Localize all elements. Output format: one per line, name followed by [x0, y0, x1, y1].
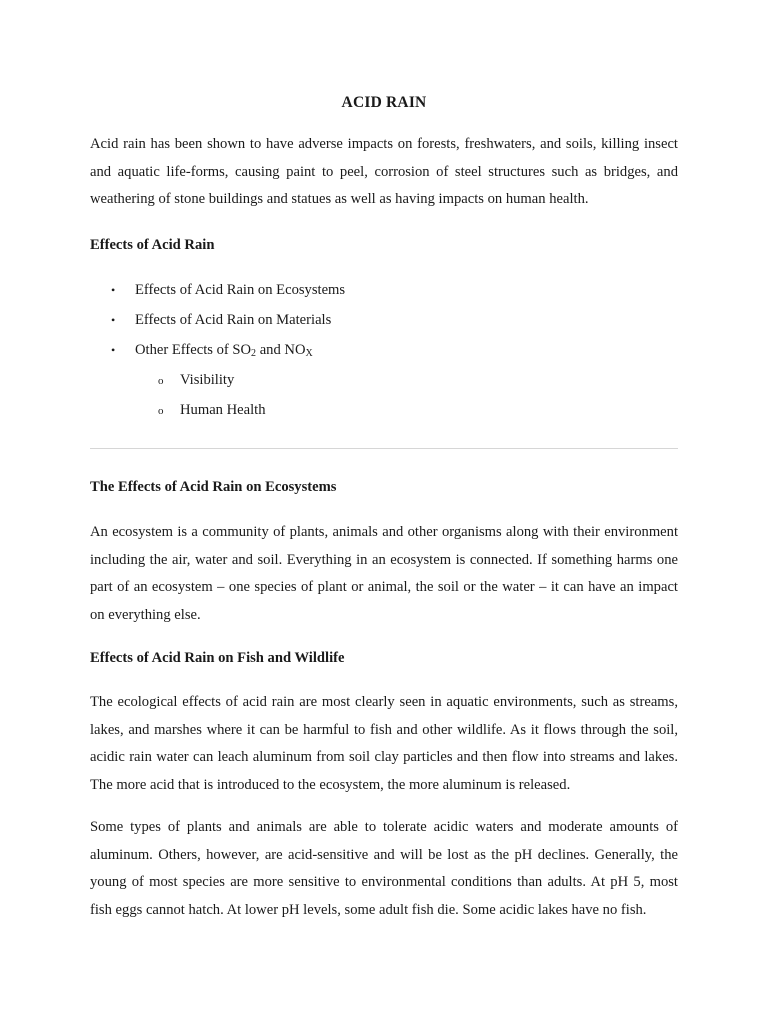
so-prefix: Other Effects of SO: [135, 342, 252, 358]
sub-list-item-label: Human Health: [180, 402, 266, 418]
fish-paragraph-1: The ecological effects of acid rain are most clearly seen in aquatic environments, such as streams, lakes, and marshes where it can be harmful to fish and other wildlife. As it flows through the soil, acidic rain water can leach aluminum from soil clay particles and then flow into streams and lakes. The more acid that is introduced to the ecosystem, the more aluminum is released.: [90, 694, 678, 793]
fish-heading: Effects of Acid Rain on Fish and Wildlife: [90, 650, 345, 666]
page-title: ACID RAIN: [341, 94, 427, 111]
intro-paragraph: Acid rain has been shown to have adverse impacts on forests, freshwaters, and soils, killing insect and aquatic life-forms, causing paint to peel, corrosion of steel structures such as bridges, and weathering of stone buildings and statues as well as having impacts on human health.: [90, 136, 678, 207]
fish-paragraph-1-block: [90, 689, 678, 799]
list-item-label: Effects of Acid Rain on Materials: [135, 312, 332, 328]
list-item-label: [135, 342, 313, 358]
ecosystems-paragraph-block: [90, 519, 678, 629]
effects-heading-block: [90, 235, 678, 255]
list-item: [90, 310, 678, 340]
bullet-icon: •: [111, 343, 116, 357]
effects-heading: Effects of Acid Rain: [90, 237, 215, 253]
so-subscript: 2: [251, 348, 257, 359]
circle-bullet-icon: o: [158, 375, 164, 387]
sub-list-item-label: Visibility: [180, 372, 235, 388]
bullet-icon: •: [111, 313, 116, 327]
list-item: [90, 280, 678, 310]
fish-paragraph-2: Some types of plants and animals are able to tolerate acidic waters and moderate amounts of aluminum. Others, however, are acid-sensitive and will be lost as the pH declines. Generally, the young of most species are more sensitive to environmental conditions than adults. At pH 5, most fish eggs cannot hatch. At lower pH levels, some adult fish die. Some acidic lakes have no fish.: [90, 819, 678, 918]
ecosystems-heading: The Effects of Acid Rain on Ecosystems: [90, 479, 337, 495]
list-item: [90, 340, 678, 370]
bullet-icon: •: [111, 283, 116, 297]
no-subscript: X: [305, 348, 313, 359]
intro-paragraph-block: [90, 131, 678, 214]
section-divider: [90, 448, 678, 449]
fish-paragraph-2-block: [90, 814, 678, 924]
sub-list-item: [90, 400, 678, 430]
fish-heading-block: [90, 648, 678, 668]
circle-bullet-icon: o: [158, 405, 164, 417]
ecosystems-paragraph: An ecosystem is a community of plants, animals and other organisms along with their environment including the air, water and soil. Everything in an ecosystem is connected. If something harms one part of an ecosystem – one species of plant or animal, the soil or the water – it can have an impact on everything else.: [90, 524, 678, 623]
no-prefix: and NO: [256, 342, 306, 358]
effects-list: [90, 280, 678, 430]
ecosystems-heading-block: [90, 477, 678, 497]
list-item-label: Effects of Acid Rain on Ecosystems: [135, 282, 346, 298]
sub-list-item: [90, 370, 678, 400]
